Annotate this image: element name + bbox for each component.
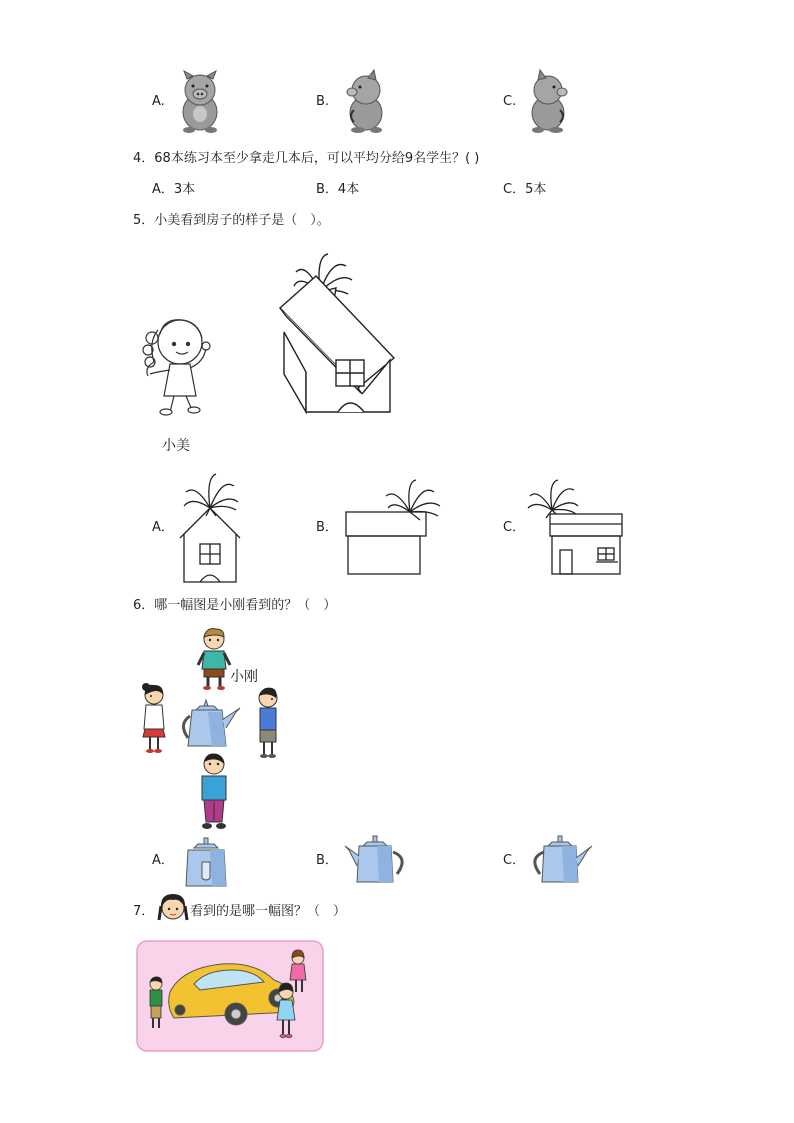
house-3d-image [276,248,396,416]
xiaogang-label: 小刚 [230,669,258,685]
girl-left-image [140,683,170,755]
house-front-view-image [178,472,242,584]
car-scene-card-image [136,940,324,1054]
q5-option-c-label[interactable]: C． [503,520,526,535]
xiaomei-label: 小美 [162,438,190,454]
q4-option-c[interactable]: C．5本 [503,182,547,197]
teapot-center-image [178,698,244,750]
boy-right-image [254,686,284,760]
q3-option-a-label: A. [152,94,165,109]
q5-question: 5．小美看到房子的样子是（ ）。 [133,213,330,228]
pig-side-view-image [344,70,386,134]
q3-option-c-label: C. [503,94,517,109]
house-side-view-image [526,478,626,578]
q4-question: 4．68本练习本至少拿走几本后，可以平均分给9名学生？( ) [133,151,480,166]
pig-front-view-image [178,70,222,134]
q4-option-a[interactable]: A．3本 [152,182,196,197]
q3-option-b-label: B. [316,94,330,109]
q5-option-b-label[interactable]: B． [316,520,338,535]
pig-back-view-image [528,70,570,134]
q4-option-b[interactable]: B．4本 [316,182,360,197]
q6-question: 6．哪一幅图是小刚看到的？（ ） [133,598,337,613]
boy-bottom-image [194,752,234,830]
house-top-side-view-image [344,478,444,578]
q6-option-b-label[interactable]: B． [316,853,338,868]
q7-question: 看到的是哪一幅图？（ ） [190,904,347,919]
girl-xiaomei-image [134,312,218,416]
q6-option-c-label[interactable]: C． [503,853,526,868]
teapot-side-view-image [528,834,594,886]
teapot-front-view-image [180,836,232,888]
q7-number: 7． [133,904,155,919]
q6-option-a-label[interactable]: A． [152,853,174,868]
q5-option-a-label[interactable]: A． [152,520,174,535]
girl-head-icon [158,892,188,922]
boy-xiaogang-image [196,627,232,691]
teapot-two-sides-view-image [343,834,409,886]
